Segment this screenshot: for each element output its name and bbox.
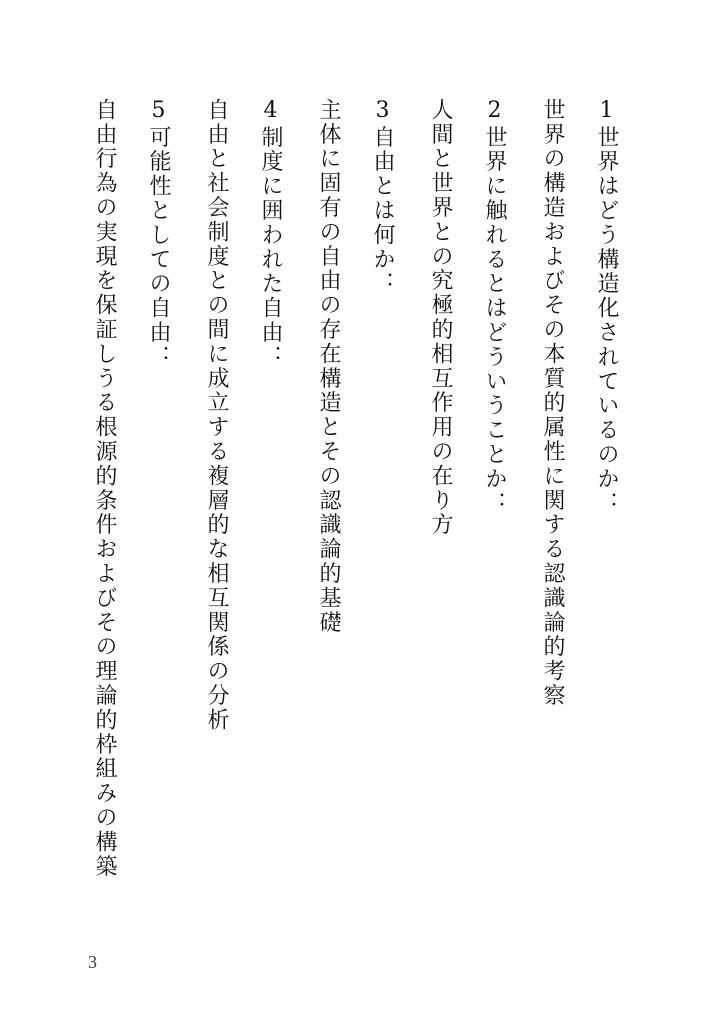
toc-entry-5-heading: 5可能性としての自由： xyxy=(146,98,171,370)
toc-entry-2-subtitle: 人間と世界との究極的相互作用の在り方 xyxy=(428,98,453,538)
toc-entry-1 xyxy=(538,98,620,708)
toc-entry-4-heading: 4制度に囲われた自由： xyxy=(258,98,283,370)
toc-entry-4-subtitle: 自由と社会制度との間に成立する複層的な相互関係の分析 xyxy=(204,98,229,733)
toc-entry-1-subtitle: 世界の構造およびその本質的属性に関する認識論的考察 xyxy=(540,98,565,708)
page-number: 3 xyxy=(88,952,97,972)
toc-entry-5-subtitle: 自由行為の実現を保証しうる根源的条件およびその理論的枠組みの構築 xyxy=(92,98,117,879)
toc-entry-2 xyxy=(426,98,508,537)
toc-entry-4 xyxy=(202,98,284,732)
toc-entry-3 xyxy=(314,98,396,635)
toc-entry-3-heading: 3自由とは何か： xyxy=(370,98,395,297)
toc-entry-3-subtitle: 主体に固有の自由の存在構造とその認識論的基礎 xyxy=(316,98,341,635)
table-of-contents xyxy=(92,98,620,879)
toc-entry-5 xyxy=(90,98,172,879)
toc-entry-2-heading: 2世界に触れるとはどういうことか： xyxy=(482,98,507,516)
toc-entry-1-heading: 1世界はどう構造化されているのか： xyxy=(594,98,619,516)
